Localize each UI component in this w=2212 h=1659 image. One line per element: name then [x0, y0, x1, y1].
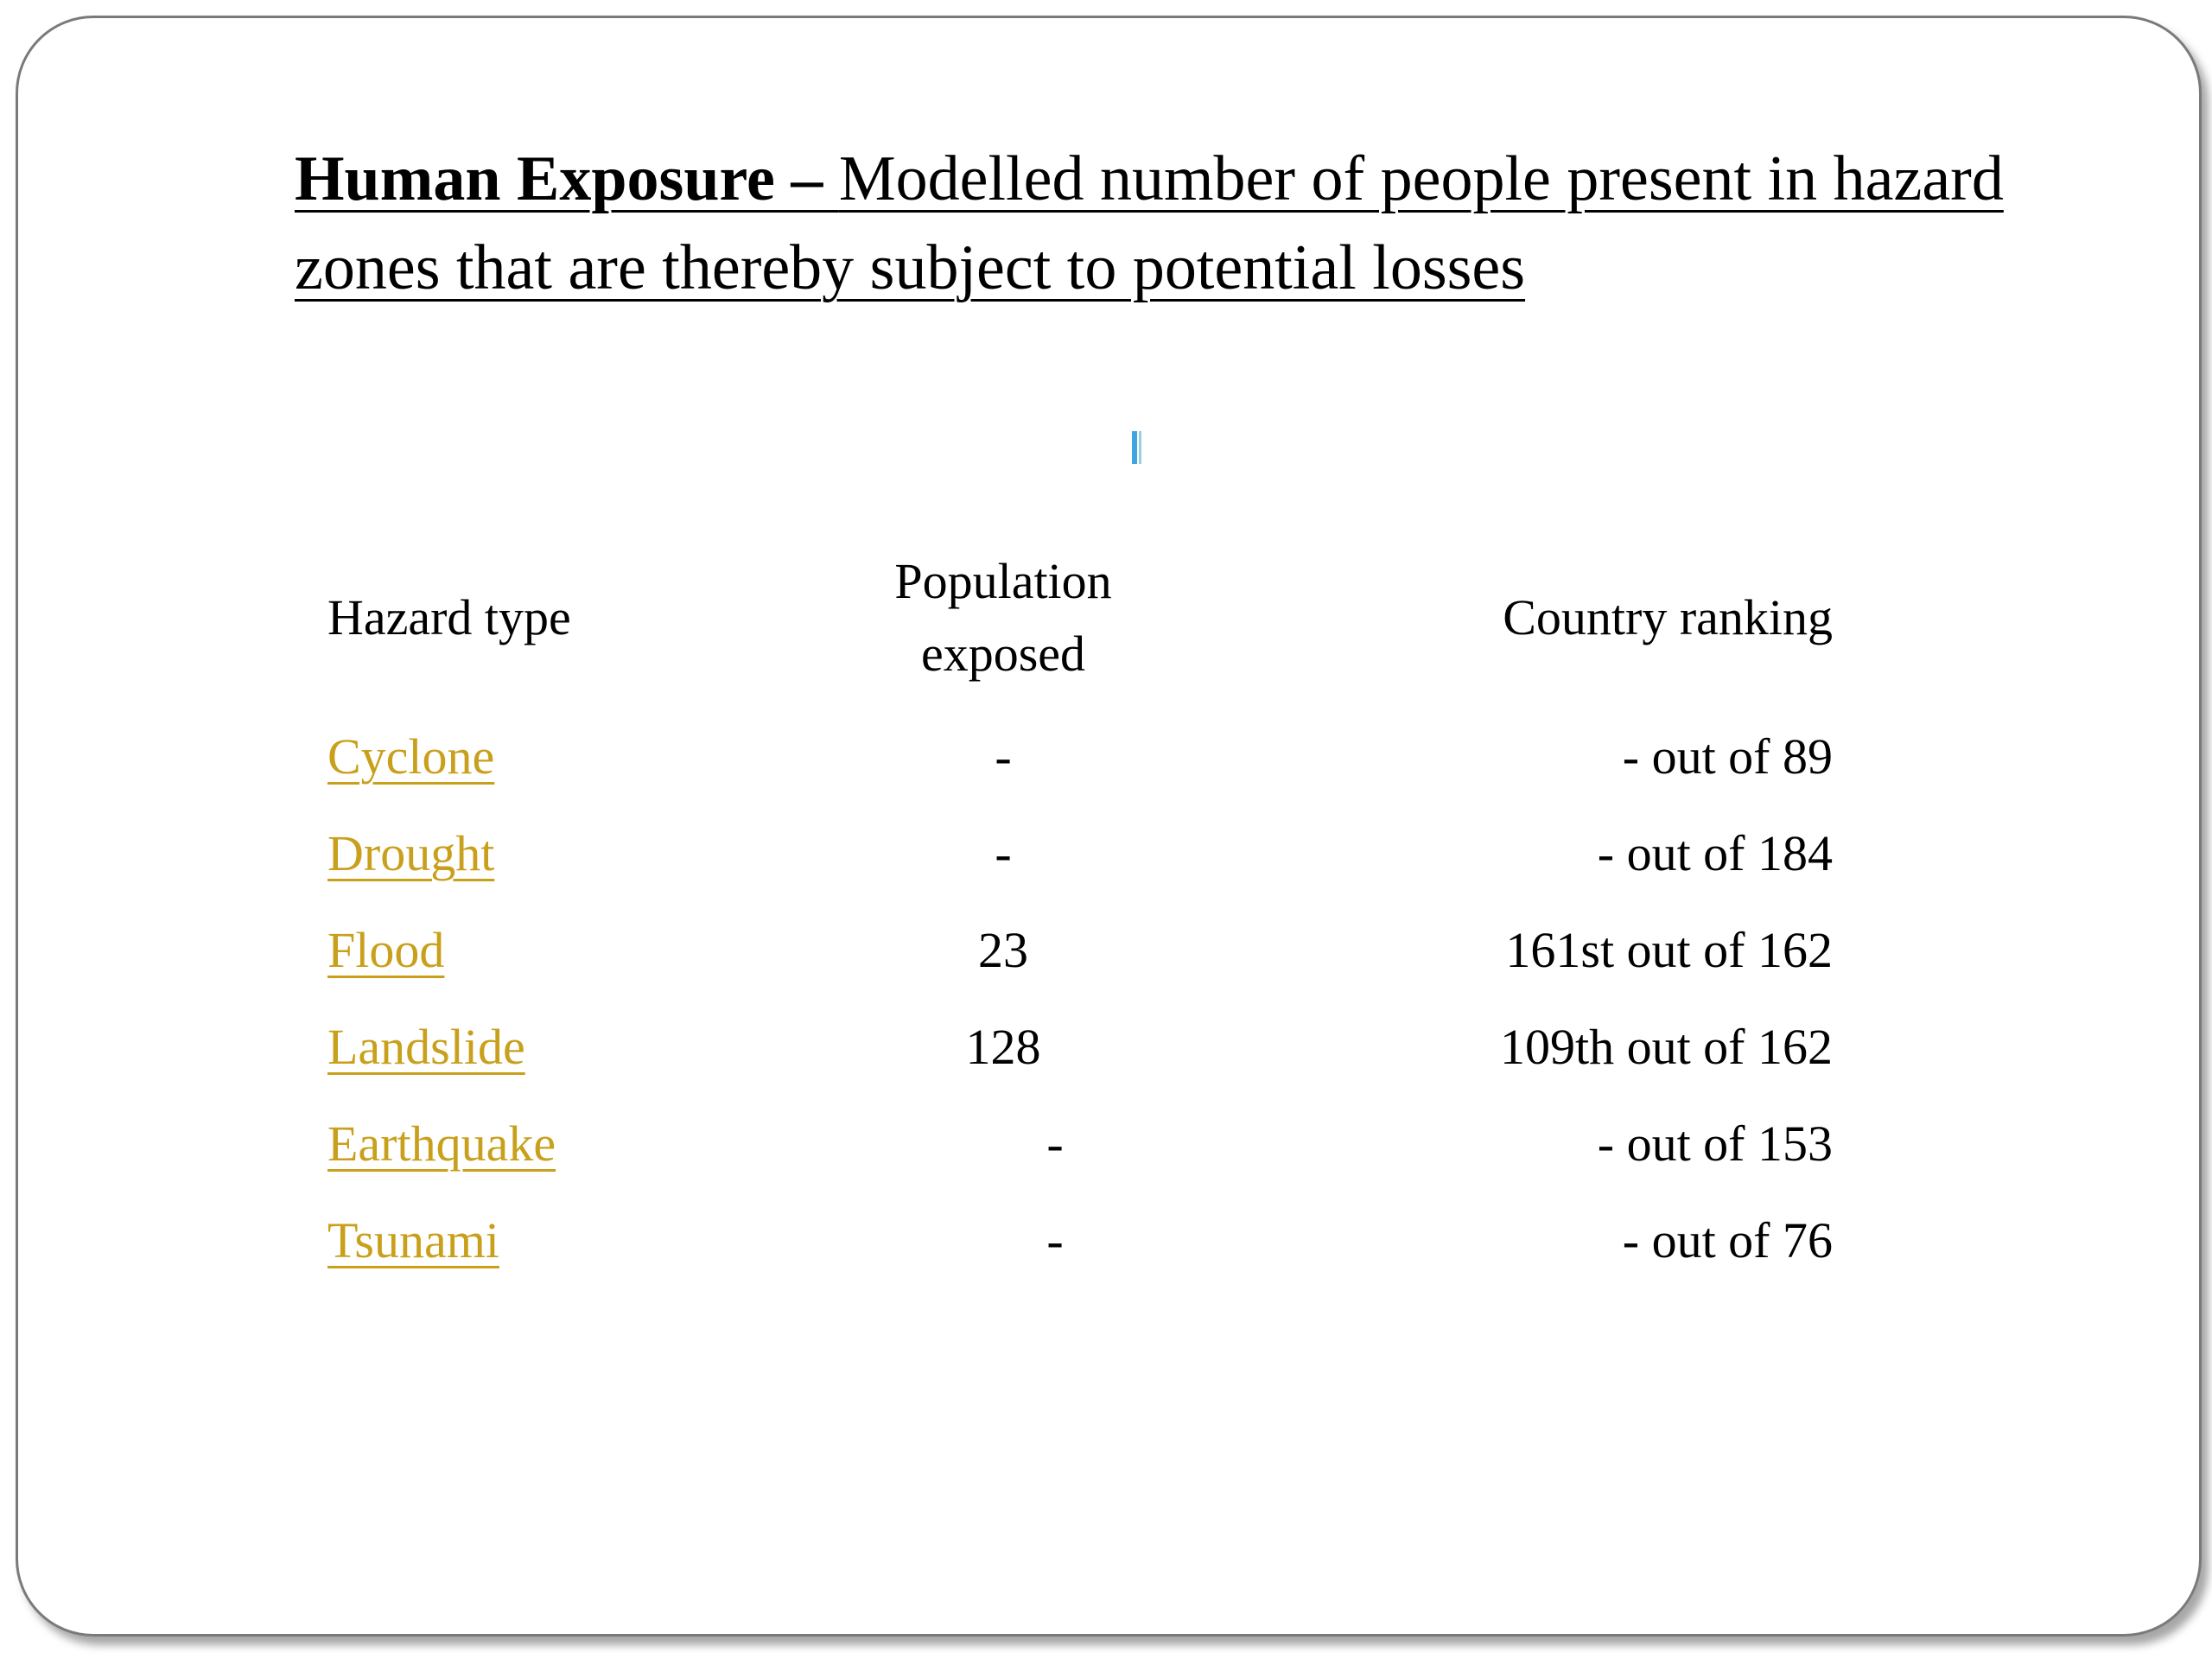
header-population-line2: exposed — [920, 626, 1086, 682]
header-hazard-type: Hazard type — [327, 589, 571, 645]
hazard-link-cyclone[interactable]: Cyclone — [327, 728, 495, 785]
header-population-exposed — [830, 545, 1176, 690]
header-population-line1: Population — [894, 553, 1112, 609]
hazard-link-landslide[interactable]: Landslide — [327, 1019, 525, 1075]
title-bold: Human Exposure – — [295, 143, 839, 214]
table-row — [312, 815, 1867, 893]
population-value: - — [1046, 1116, 1064, 1172]
population-value: 23 — [978, 922, 1028, 978]
hazard-link-drought[interactable]: Drought — [327, 825, 495, 881]
slide-frame — [16, 16, 2202, 1637]
slide-title — [295, 135, 2005, 313]
ranking-value: - out of 89 — [1622, 728, 1833, 785]
title-rest: Modelled number of people present in hazard zones that are thereby subject to potential losses — [295, 143, 2004, 303]
ranking-value: 161st out of 162 — [1505, 922, 1833, 978]
table-row — [312, 1105, 1867, 1183]
header-country-ranking: Country ranking — [1503, 589, 1833, 645]
ranking-value: 109th out of 162 — [1499, 1019, 1833, 1075]
table-row — [312, 912, 1867, 989]
hazard-link-tsunami[interactable]: Tsunami — [327, 1212, 499, 1268]
population-value: - — [995, 728, 1012, 785]
text-cursor-icon — [1132, 431, 1144, 464]
ranking-value: - out of 153 — [1597, 1116, 1833, 1172]
population-value: - — [1046, 1212, 1064, 1268]
hazard-link-flood[interactable]: Flood — [327, 922, 445, 978]
population-value: 128 — [965, 1019, 1041, 1075]
population-value: - — [995, 825, 1012, 881]
table-row — [312, 1202, 1867, 1280]
ranking-value: - out of 76 — [1622, 1212, 1833, 1268]
table-row — [312, 718, 1867, 796]
hazard-link-earthquake[interactable]: Earthquake — [327, 1116, 556, 1172]
table-row — [312, 1008, 1867, 1086]
ranking-value: - out of 184 — [1597, 825, 1833, 881]
